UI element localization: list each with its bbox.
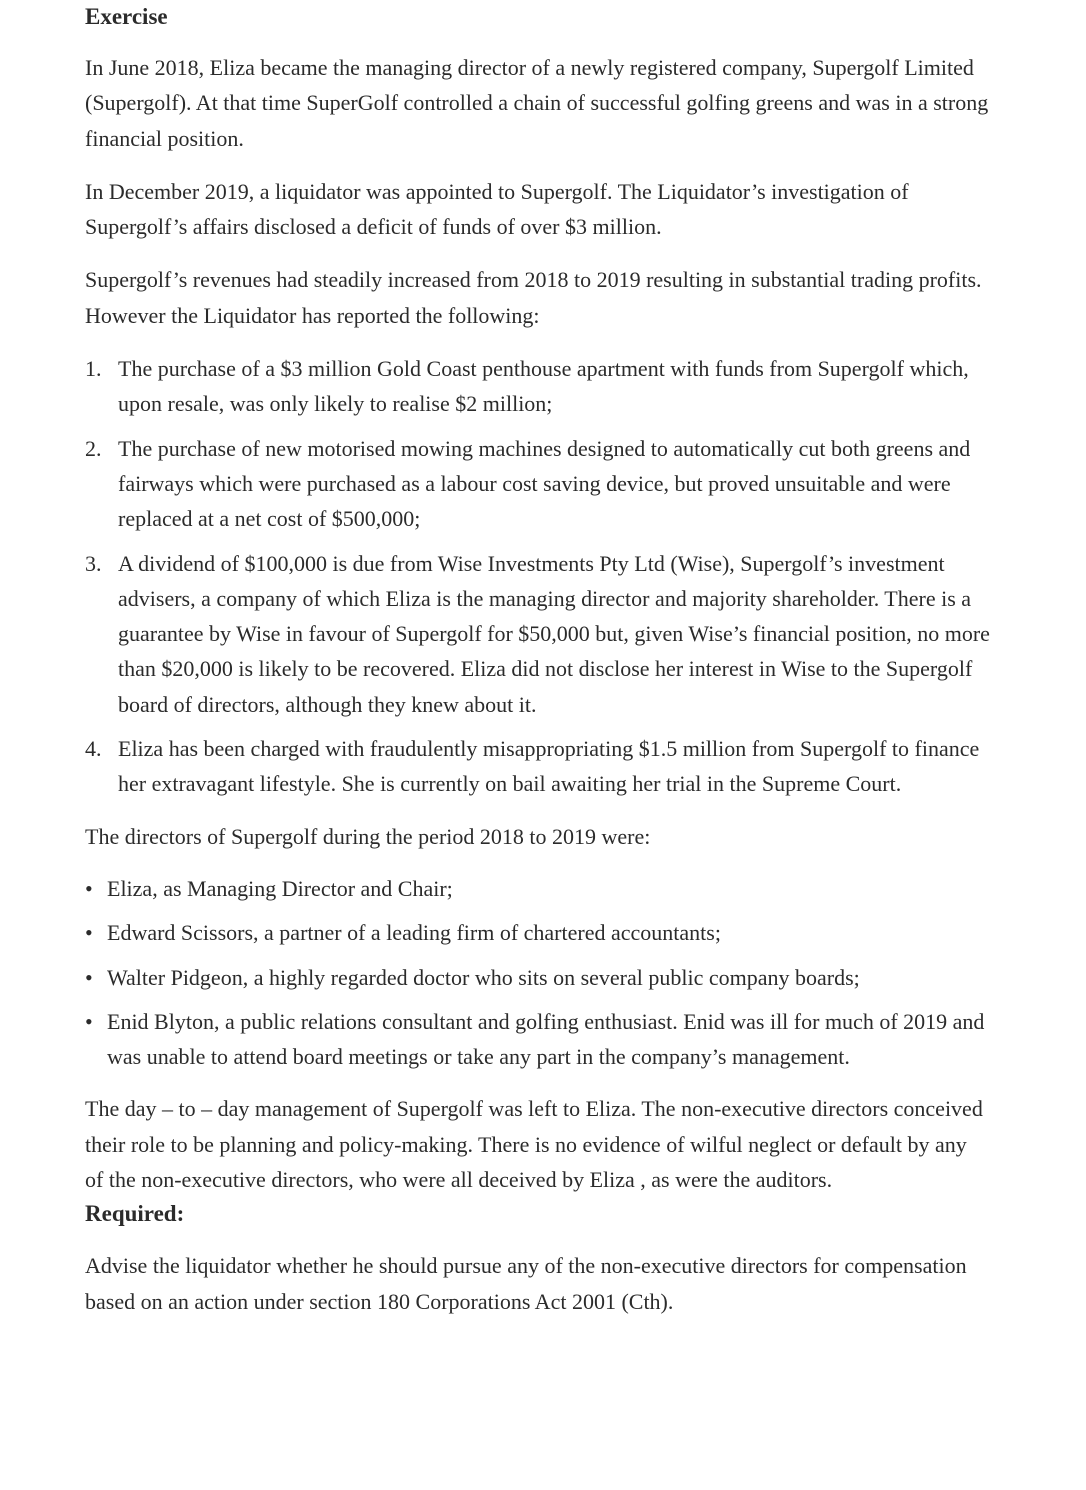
intro-paragraph-1: In June 2018, Eliza became the managing director of a newly registered company, Supergolf Limited (Supergolf). At that time SuperGolf controlled a chain of successful golfing greens and was in a strong financial position. <box>85 55 989 151</box>
list-number: 3. <box>85 550 102 576</box>
intro-paragraph-2: In December 2019, a liquidator was appointed to Supergolf. The Liquidator’s investigation of Supergolf’s affairs disclosed a deficit of funds of over $3 million. <box>85 178 909 240</box>
list-item-text: A dividend of $100,000 is due from Wise Investments Pty Ltd (Wise), Supergolf’s investment advisers, a company of which Eliza is the managing director and majority shareholder. There is a guarantee by Wise in favour of Supergolf for $50,000 but, given Wise’s financial position, no more than $20,000 is likely to be recovered. Eliza did not disclose her interest in Wise to the Supergolf board of directors, although they knew about it. <box>118 550 990 717</box>
bullet-icon: • <box>85 964 93 990</box>
bullet-icon: • <box>85 920 93 946</box>
list-number: 2. <box>85 435 102 461</box>
list-item-text: Edward Scissors, a partner of a leading firm of chartered accountants; <box>107 920 721 946</box>
bullet-icon: • <box>85 1008 93 1034</box>
list-item <box>85 915 990 950</box>
list-item <box>85 871 990 906</box>
list-item-text: Eliza has been charged with fraudulently misappropriating $1.5 million from Supergolf to finance her extravagant lifestyle. She is currently on bail awaiting her trial in the Supreme Court. <box>118 736 980 797</box>
exercise-heading: Exercise <box>85 4 168 29</box>
list-item <box>85 960 990 995</box>
list-item-text: The purchase of a $3 million Gold Coast penthouse apartment with funds from Supergolf which, upon resale, was only likely to realise $2 million; <box>118 356 969 417</box>
directors-intro: The directors of Supergolf during the period 2018 to 2019 were: <box>85 823 651 849</box>
list-item <box>85 351 990 422</box>
list-item <box>85 1004 990 1075</box>
document-body <box>85 0 990 1319</box>
list-item-text: Enid Blyton, a public relations consultant and golfing enthusiast. Enid was ill for much of 2019 and was unable to attend board meetings or take any part in the company’s management. <box>107 1008 985 1070</box>
required-heading: Required: <box>85 1201 185 1227</box>
findings-list <box>85 351 990 802</box>
directors-list <box>85 871 990 1074</box>
list-number: 4. <box>85 736 102 762</box>
list-item <box>85 546 990 722</box>
list-number: 1. <box>85 356 102 382</box>
management-paragraph: The day – to – day management of Supergolf was left to Eliza. The non-executive directors conceived their role to be planning and policy-making. There is no evidence of wilful neglect or default by any of the non-executive directors, who were all deceived by Eliza , as were the auditors. <box>85 1096 983 1193</box>
list-item-text: Walter Pidgeon, a highly regarded doctor who sits on several public company boards; <box>107 964 860 990</box>
list-item <box>85 431 990 537</box>
list-item <box>85 731 990 802</box>
list-item-text: The purchase of new motorised mowing machines designed to automatically cut both greens and fairways which were purchased as a labour cost saving device, but proved unsuitable and were replaced at a net cost of $500,000; <box>118 435 971 532</box>
bullet-icon: • <box>85 875 93 901</box>
advise-paragraph: Advise the liquidator whether he should pursue any of the non-executive directors for compensation based on an action under section 180 Corporations Act 2001 (Cth). <box>85 1253 967 1314</box>
intro-paragraph-3: Supergolf’s revenues had steadily increased from 2018 to 2019 resulting in substantial trading profits. However the Liquidator has reported the following: <box>85 267 982 328</box>
list-item-text: Eliza, as Managing Director and Chair; <box>107 875 453 901</box>
